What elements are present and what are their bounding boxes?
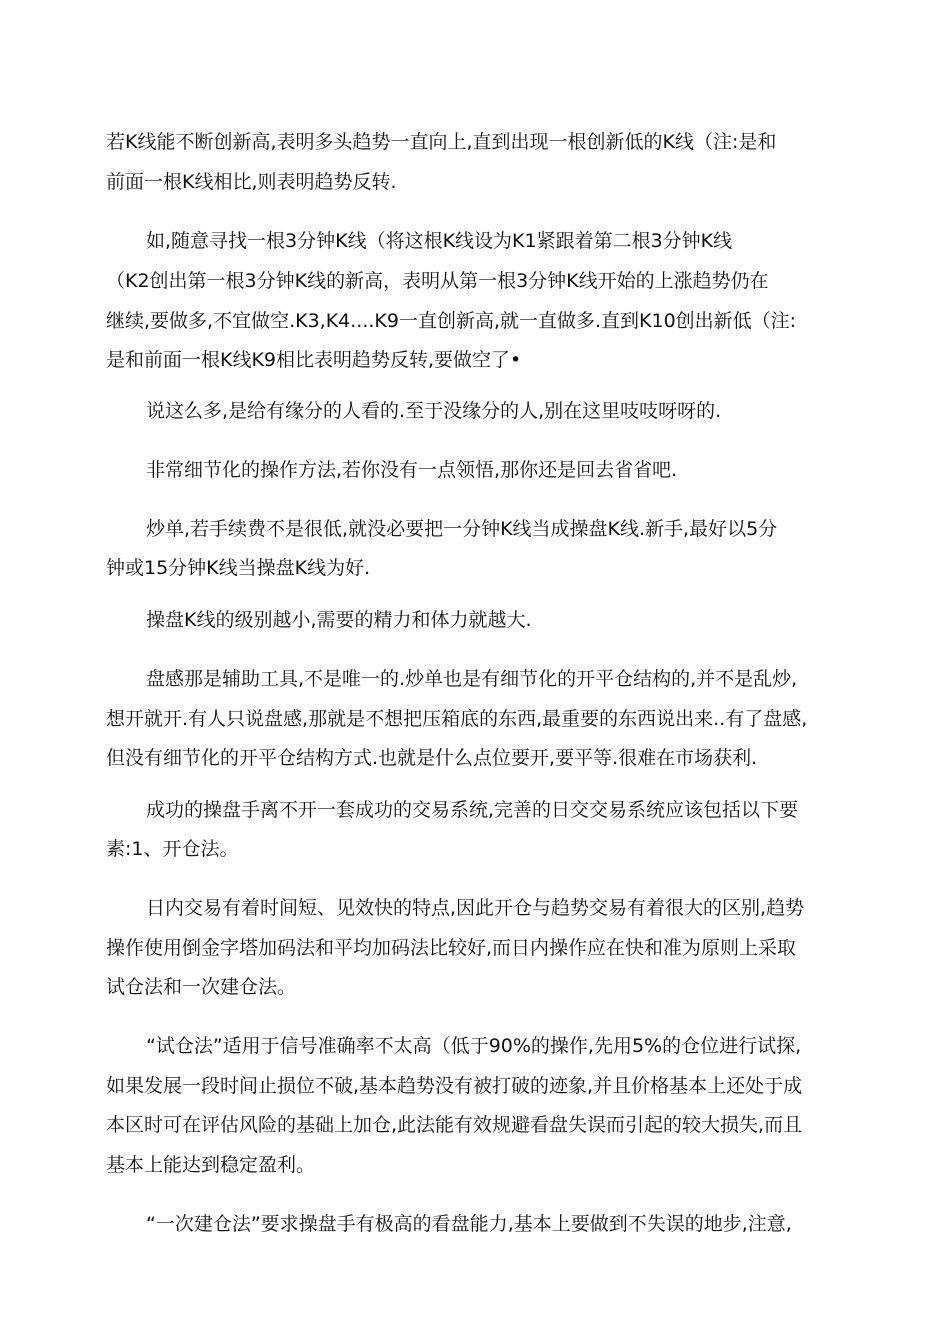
text-line: 试仓法和一次建仓法。	[106, 976, 297, 998]
text-line: 如,随意寻找一根3分钟K线（将这根K线设为K1紧跟着第二根3分钟K线	[146, 230, 733, 252]
text-line: 成功的操盘手离不开一套成功的交易系统,完善的日交交易系统应该包括以下要	[146, 799, 799, 821]
text-line: 如果发展一段时间止损位不破,基本趋势没有被打破的迹象,并且价格基本上还处于成	[106, 1075, 803, 1097]
text-line: （K2创出第一根3分钟K线的新高，表明从第一根3分钟K线开始的上涨趋势仍在	[106, 270, 769, 292]
text-line: 钟或15分钟K线当操盘K线为好.	[106, 557, 371, 579]
text-line: 基本上能达到稳定盈利。	[106, 1154, 316, 1176]
text-line: 继续,要做多,不宜做空.K3,K4....K9一直创新高,就一直做多.直到K10创出新低（注:	[106, 310, 797, 332]
text-line: 非常细节化的操作方法,若你没有一点领悟,那你还是回去省省吧.	[146, 459, 678, 481]
text-line: 想开就开.有人只说盘感,那就是不想把压箱底的东西,最重要的东西说出来..有了盘感,	[106, 708, 808, 730]
text-line: 前面一根K线相比,则表明趋势反转.	[106, 171, 397, 193]
text-line: 若K线能不断创新高,表明多头趋势一直向上,直到出现一根创新低的K线（注:是和	[106, 131, 777, 153]
text-line: “一次建仓法”要求操盘手有极高的看盘能力,基本上要做到不失误的地步,注意,	[146, 1213, 792, 1235]
text-line: 但没有细节化的开平仓结构方式.也就是什么点位要开,要平等.很难在市场获利.	[106, 747, 758, 769]
text-line: 素:1、开仓法。	[106, 838, 239, 860]
text-line: 说这么多,是给有缘分的人看的.至于没缘分的人,别在这里吱吱呀呀的.	[146, 400, 722, 422]
text-line: 操作使用倒金字塔加码法和平均加码法比较好,而日内操作应在快和准为原则上采取	[106, 937, 797, 959]
text-line: “试仓法”适用于信号准确率不太高（低于90%的操作,先用5%的仓位进行试探,	[146, 1035, 802, 1057]
text-line: 是和前面一根K线K9相比表明趋势反转,要做空了•	[106, 349, 522, 371]
text-line: 操盘K线的级别越小,需要的精力和体力就越大.	[146, 609, 532, 631]
text-line: 盘感那是辅助工具,不是唯一的.炒单也是有细节化的开平仓结构的,并不是乱炒,	[146, 668, 798, 690]
text-line: 日内交易有着时间短、见效快的特点,因此开仓与趋势交易有着很大的区别,趋势	[146, 897, 805, 919]
text-line: 炒单,若手续费不是很低,就没必要把一分钟K线当成操盘K线.新手,最好以5分	[146, 518, 778, 540]
text-line: 本区时可在评估风险的基础上加仓,此法能有效规避看盘失误而引起的较大损失,而且	[106, 1114, 803, 1136]
